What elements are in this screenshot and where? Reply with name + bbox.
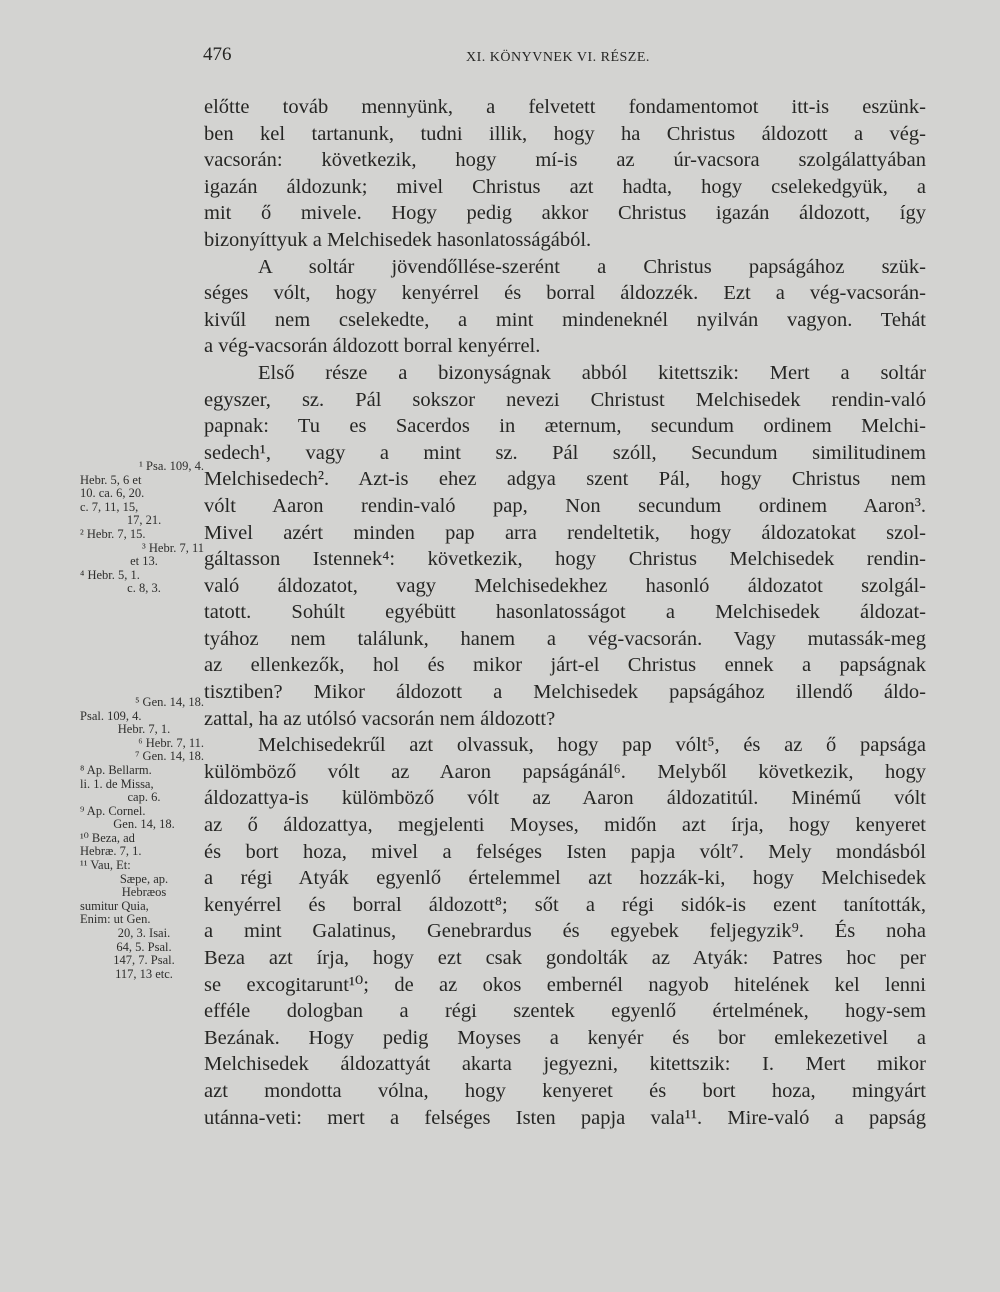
text-line: mit ő mivele. Hogy pedig akkor Christus igazán áldozott, így <box>204 202 926 225</box>
margin-note: et 13. <box>130 554 158 569</box>
margin-note: sumitur Quia, <box>80 898 149 913</box>
text-line: a vég-vacsorán áldozott borral kenyérrel. <box>204 335 541 358</box>
text-line: efféle dologban a régi szentek egyenlő értelmének, hogy-sem <box>204 1000 926 1023</box>
margin-note: Hebr. 5, 6 et <box>80 472 142 487</box>
text-line: sedech¹, vagy a mint sz. Pál szóll, Secundum similitudinem <box>204 441 926 464</box>
margin-note: 64, 5. Psal. <box>116 939 172 954</box>
margin-note: ⁶ Hebr. 7, 11. <box>138 735 204 750</box>
text-line: kivűl nem cselekedte, a mint mindeneknél nyilván vagyon. Tehát <box>204 308 926 331</box>
text-line: igazán áldozunk; mivel Christus azt hadta, hogy cselekedgyük, a <box>204 175 926 198</box>
margin-note: 117, 13 etc. <box>115 966 173 981</box>
margin-note: ¹ Psa. 109, 4. <box>139 459 204 473</box>
margin-note: ⁵ Gen. 14, 18. <box>135 694 204 709</box>
text-line: a mint Galatinus, Genebrardus és egyebek feljegyzik⁹. És noha <box>204 920 926 943</box>
margin-note: ⁴ Hebr. 5, 1. <box>80 567 140 582</box>
margin-note: ⁷ Gen. 14, 18. <box>135 749 204 764</box>
margin-note: ¹¹ Vau, Et: <box>80 858 131 873</box>
text-line: való áldozatot, vagy Melchisedekhez hasonló áldozatot szolgál- <box>204 574 926 597</box>
margin-note: ² Hebr. 7, 15. <box>80 526 146 541</box>
text-line: az ő áldozattya, megjelenti Moyses, midőn azt írja, hogy kenyeret <box>204 814 926 837</box>
text-line: egyszer, sz. Pál sokszor nevezi Christust Melchisedek rendin-való <box>204 388 926 411</box>
margin-note: Enim: ut Gen. <box>80 912 151 927</box>
text-line: azt mondotta vólna, hogy kenyeret és bort hoza, mingyárt <box>204 1079 926 1102</box>
text-line: Melchisedech². Azt-is ehez adgya szent Pál, hogy Christus nem <box>204 468 926 491</box>
margin-note: c. 8, 3. <box>127 581 161 596</box>
text-line: utánna-veti: mert a felséges Isten papja vala¹¹. Mire-való a papság <box>204 1106 926 1129</box>
text-line: kenyérrel és borral áldozott⁸; sőt a régi sidók-is ezent tanították, <box>204 893 926 916</box>
text-line: se excogitarunt¹⁰; de az okos embernél nagyob hitelének kel lenni <box>204 973 926 996</box>
text-line: Melchisedek áldozattyát akarta jegyezni, kitettszik: I. Mert mikor <box>204 1053 926 1076</box>
margin-note: ⁹ Ap. Cornel. <box>80 803 146 818</box>
text-line: tyához nem találunk, hanem a vég-vacsorán. Vagy mutassák-meg <box>204 627 926 650</box>
margin-note: Gen. 14, 18. <box>113 817 175 832</box>
text-line: bizonyíttyuk a Melchisedek hasonlatosságából. <box>204 228 592 251</box>
margin-note: Hebræ. 7, 1. <box>80 844 142 859</box>
margin-note: li. 1. de Missa, <box>80 776 154 791</box>
margin-note: Sæpe, ap. <box>119 871 169 886</box>
text-line: tatott. Sohúlt egyébütt hasonlatosságot a Melchisedek áldozat- <box>204 601 926 624</box>
running-head: XI. KÖNYVNEK VI. RÉSZE. <box>466 50 650 65</box>
text-line: gáltasson Istennek⁴: következik, hogy Christus Melchisedek rendin- <box>204 548 926 571</box>
text-line: tisztiben? Mikor áldozott a Melchisedek papságához illendő áldo- <box>204 681 926 704</box>
text-line: a régi Atyák egyenlő értelemmel azt hozzák-ki, hogy Melchisedek <box>204 867 926 890</box>
text-line: áldozattya-is külömböző vólt az Aaron áldozatitúl. Minémű vólt <box>204 787 926 810</box>
margin-note: 17, 21. <box>126 513 162 528</box>
text-line: papnak: Tu es Sacerdos in æternum, secundum ordinem Melchi- <box>204 415 926 438</box>
text-line: és bort hoza, mivel a felséges Isten papja vólt⁷. Mely mondásból <box>204 840 926 863</box>
body-text <box>204 94 926 1131</box>
text-line: zattal, ha az utólsó vacsorán nem áldozott? <box>204 707 556 730</box>
margin-note: Psal. 109, 4. <box>80 708 142 723</box>
text-line: előtte továb mennyünk, a felvetett fondamentomot itt-is eszünk- <box>204 96 926 118</box>
text-line: A soltár jövendőllése-szerént a Christus papságához szük- <box>258 255 926 278</box>
margin-note: ³ Hebr. 7, 11 <box>142 540 204 555</box>
text-line: Bezának. Hogy pedig Moyses a kenyér és bor emlekezetivel a <box>204 1026 926 1049</box>
text-line: az ellenkezők, hol és mikor járt-el Christus ennek a papságnak <box>204 654 926 677</box>
page-number: 476 <box>203 44 232 65</box>
margin-note: 10. ca. 6, 20. <box>80 486 145 501</box>
margin-note: cap. 6. <box>127 790 161 805</box>
margin-note: Hebræos <box>121 885 167 900</box>
text-line: külömböző vólt az Aaron papságánál⁶. Melyből következik, hogy <box>204 760 926 783</box>
margin-note: ¹⁰ Beza, ad <box>80 830 135 845</box>
margin-note: c. 7, 11, 15, <box>80 499 139 514</box>
margin-note: 20, 3. Isai. <box>117 926 171 941</box>
text-line: vacsorán: következik, hogy mí-is az úr-vacsora szolgálattyában <box>204 149 926 172</box>
text-line: Mivel azért minden pap arra rendeltetik, hogy áldozatokat szol- <box>204 521 926 544</box>
text-line: ben kel tartanunk, tudni illik, hogy ha Christus áldozott a vég- <box>204 122 926 145</box>
margin-note: 147, 7. Psal. <box>113 953 175 968</box>
margin-note: ⁸ Ap. Bellarm. <box>80 762 152 777</box>
text-line: Melchisedekrűl azt olvassuk, hogy pap vólt⁵, és az ő papsága <box>258 734 926 757</box>
margin-notes <box>80 460 208 981</box>
text-line: Első része a bizonyságnak abból kitettszik: Mert a soltár <box>258 361 926 384</box>
text-line: vólt Aaron rendin-való pap, Non secundum ordinem Aaron³. <box>204 494 926 517</box>
text-line: Beza azt írja, hogy ezt csak gondolták az Atyák: Patres hoc per <box>204 947 926 969</box>
margin-note: Hebr. 7, 1. <box>117 722 171 737</box>
text-line: séges vólt, hogy kenyérrel és borral áldozzék. Ezt a vég-vacsorán- <box>204 282 926 305</box>
